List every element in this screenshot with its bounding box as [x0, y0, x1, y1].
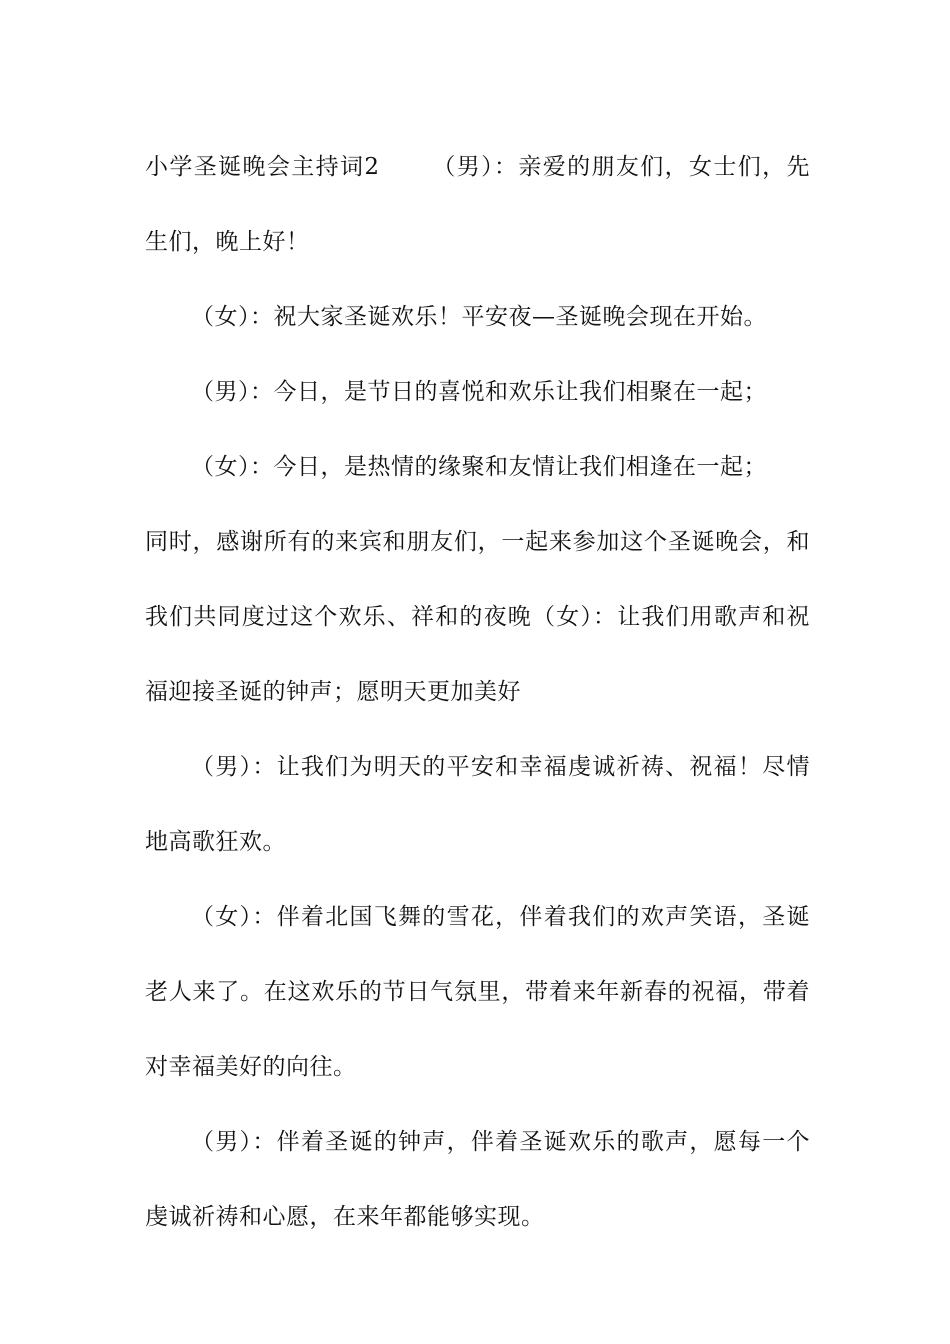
paragraph-male-2: （男）：让我们为明天的平安和幸福虔诚祈祷、祝福！尽情地高歌狂欢。 [145, 754, 810, 855]
paragraph-female-3: （女）：伴着北国飞舞的雪花，伴着我们的欢声笑语，圣诞老人来了。在这欢乐的节日气氛里，带着来年新春的祝福，带着对幸福美好的向往。 [145, 904, 810, 1080]
paragraph-thanks: 同时，感谢所有的来宾和朋友们，一起来参加这个圣诞晚会，和我们共同度过这个欢乐、祥和的夜晚（女）：让我们用歌声和祝福迎接圣诞的钟声；愿明天更加美好 [145, 529, 810, 705]
paragraph-male-1: （男）：今日，是节日的喜悦和欢乐让我们相聚在一起； [191, 379, 767, 405]
document-body [145, 130, 810, 1255]
document-title: 小学圣诞晚会主持词2 [145, 154, 380, 180]
paragraph-male-3: （男）：伴着圣诞的钟声，伴着圣诞欢乐的歌声，愿每一个虔诚祈祷和心愿，在来年都能够实现。 [145, 1129, 810, 1230]
paragraph-title-opening [145, 130, 810, 280]
paragraph-female-2: （女）：今日，是热情的缘聚和友情让我们相逢在一起； [191, 454, 767, 480]
opening-line: （男）：亲爱的朋友们，女士们，先生们，晚上好！ [145, 154, 811, 255]
paragraph-female-1: （女）：祝大家圣诞欢乐！平安夜—圣诞晚会现在开始。 [191, 304, 767, 330]
